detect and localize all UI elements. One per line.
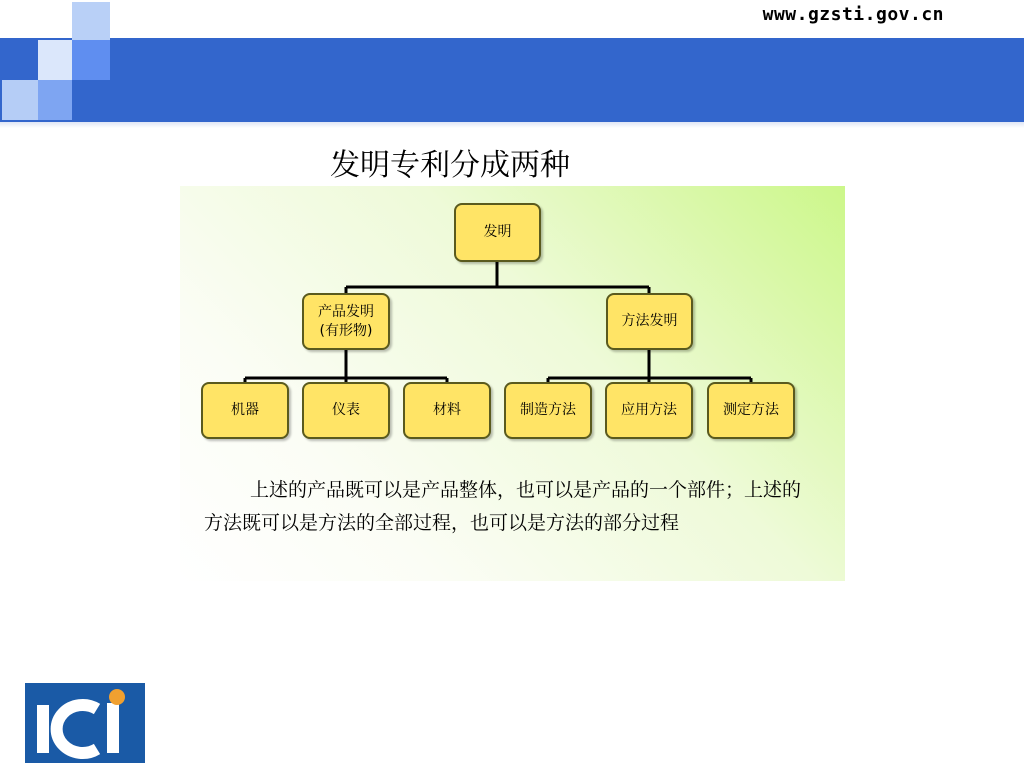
node-label: 产品发明: [318, 303, 374, 320]
node-instrument: [302, 382, 390, 439]
node-material: [403, 382, 491, 439]
node-invention: [454, 203, 541, 262]
node-label: 应用方法: [621, 402, 677, 419]
ici-logo-icon: [25, 683, 145, 763]
node-measurement-method: [707, 382, 795, 439]
node-method-invention: [606, 293, 693, 350]
node-label: 测定方法: [723, 402, 779, 419]
node-label: 机器: [231, 402, 259, 419]
node-label: 发明: [483, 224, 512, 241]
node-product-invention: [302, 293, 390, 350]
description-text: 上述的产品既可以是产品整体，也可以是产品的一个部件；上述的方法既可以是方法的全部过程，也可以是方法的部分过程: [204, 479, 802, 534]
node-sublabel: (有形物): [319, 322, 373, 339]
node-machine: [201, 382, 289, 439]
node-label: 材料: [433, 402, 461, 419]
node-label: 制造方法: [520, 402, 576, 419]
logo-graphic: [25, 683, 145, 763]
node-label: 方法发明: [621, 313, 678, 330]
node-application-method: [605, 382, 693, 439]
slide-title: 发明专利分成两种: [330, 148, 570, 183]
node-label: 仪表: [332, 402, 360, 419]
node-manufacturing-method: [504, 382, 592, 439]
site-url: www.gzsti.gov.cn: [762, 4, 944, 25]
